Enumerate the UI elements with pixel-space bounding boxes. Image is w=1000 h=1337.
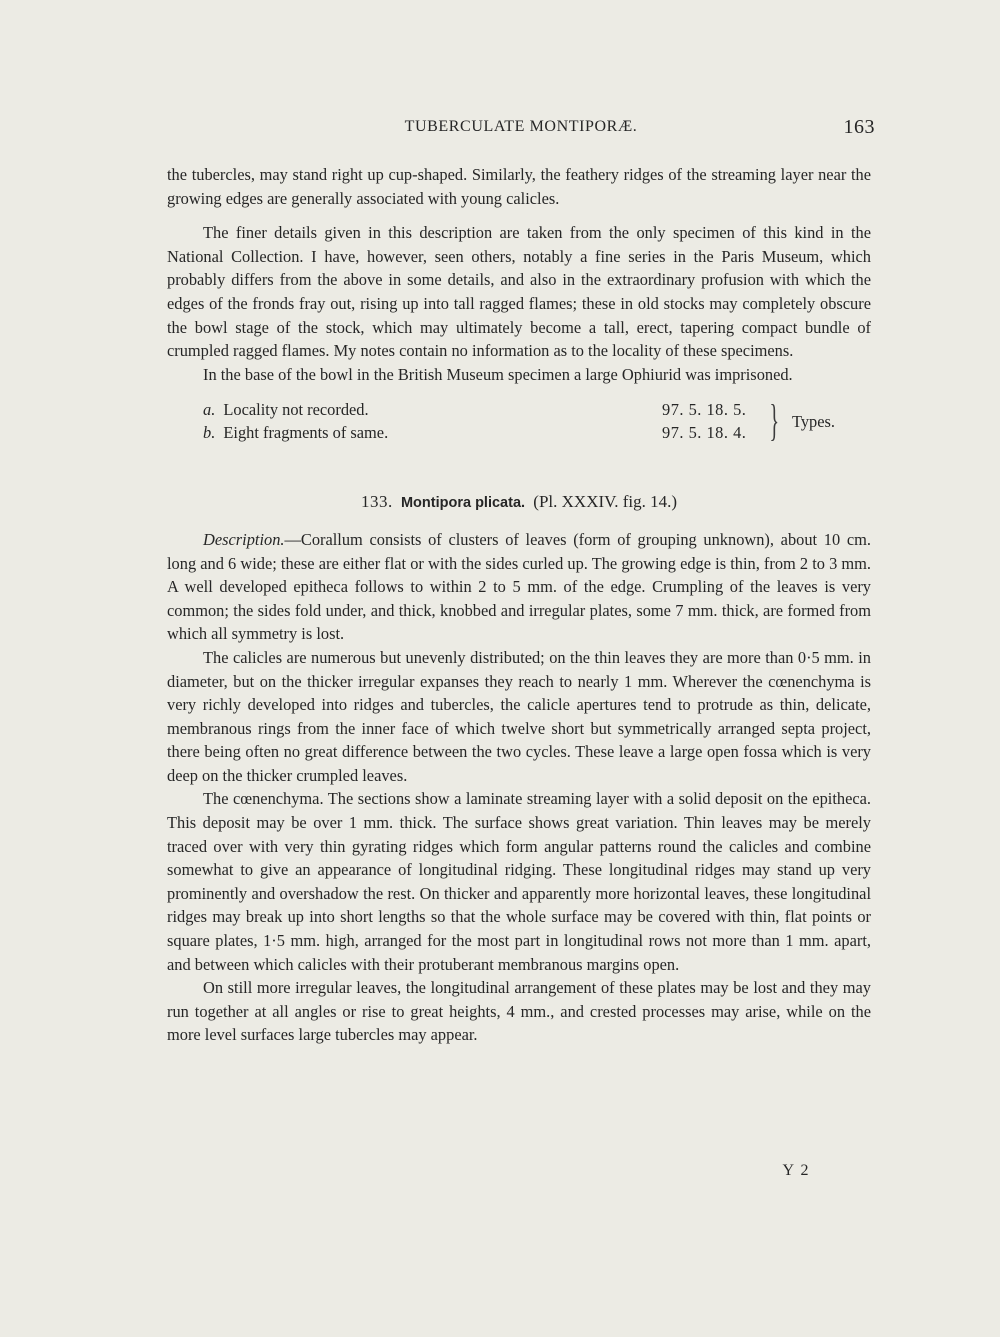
specimen-label [167, 421, 662, 445]
description-paragraph [167, 528, 871, 646]
specimen-text: Locality not recorded. [223, 400, 369, 420]
right-brace-icon: } [769, 396, 780, 446]
paragraph: On still more irregular leaves, the longitudinal arrangement of these plates may be lost and they may run together at all angles or rise to great heights, 4 mm., and crested processes may arise, while on the more level surfaces large tubercles may appear. [167, 978, 871, 1045]
paragraph: the tubercles, may stand right up cup-shaped. Similarly, the feathery ridges of the streaming layer near the growing edges are generally associated with young calicles. [167, 165, 871, 208]
paragraph: The cœnenchyma. The sections show a laminate streaming layer with a solid deposit on the epitheca. This deposit may be over 1 mm. thick. The surface shows great variation. Thin leaves may be merely traced over with very thin gyrating ridges which form angular patterns round the calicles and combine somewhat to give an appearance of longitudinal ridging. These longitudinal ridges may stand up very prominently and overshadow the rest. On thicker and apparently more horizontal leaves, these longitudinal ridges may break up into short lengths so that the whole surface may be covered with thin, flat points or square plates, 1·5 mm. high, arranged for the most part in longitudinal rows not more than 1 mm. apart, and between which calicles with their protuberant membranous margins open. [167, 789, 871, 974]
specimen-register-number: 97. 5. 18. 5. [662, 400, 747, 420]
specimen-row [167, 398, 762, 421]
running-title: TUBERCULATE MONTIPORÆ. [404, 118, 638, 135]
species-name: Montipora plicata. [400, 495, 526, 512]
specimens-note: Types. [792, 411, 836, 431]
plate-reference: (Pl. XXXIV. fig. 14.) [533, 492, 678, 512]
species-heading [167, 490, 871, 516]
species-number: 133. [360, 492, 393, 512]
specimen-text: Eight fragments of same. [223, 423, 389, 443]
paragraph: The calicles are numerous but unevenly distributed; on the thin leaves they are more than 0·5 mm. in diameter, but on the thicker irregular expanses they reach to nearly 1 mm. Wherever the cœnenchyma is very richly developed into ridges and tubercles, the calicle apertures tend to protrude as thin, delicate, membranous rings from the inner face of which twelve short but symmetrically arranged septa project, there being often no great difference between the two cycles. These leave a large open fossa which is very deep on the thicker crumpled leaves. [167, 647, 871, 785]
specimen-register-number: 97. 5. 18. 4. [662, 423, 747, 443]
page-number: 163 [843, 116, 875, 138]
signature-mark: Y 2 [782, 1162, 810, 1179]
description-label: Description. [203, 529, 285, 549]
specimen-letter: a. [203, 400, 216, 420]
body-text [167, 163, 871, 1047]
specimen-rows [167, 398, 762, 444]
description-text: —Corallum consists of clusters of leaves (form of grouping unknown), about 10 cm. long and 6 wide; these are either flat or with the sides curled up. The growing edge is thin, from 2 to 3 mm. A well developed epitheca follows to within 2 to 5 mm. of the edge. Crumpling of the leaves is very common; the sides fold under, and thick, knobbed and irregular plates, some 7 mm. thick, are formed from which all symmetry is lost. [167, 529, 871, 644]
running-head [167, 118, 875, 144]
paragraph: In the base of the bowl in the British Museum specimen a large Ophiurid was imprisoned. [203, 364, 793, 384]
specimen-row [167, 421, 762, 444]
specimen-letter: b. [203, 423, 216, 443]
specimen-group [167, 398, 871, 444]
specimen-label [167, 398, 662, 422]
specimen-list [167, 398, 871, 444]
paragraph: The finer details given in this description are taken from the only specimen of this kind in the National Collection. I have, however, seen others, notably a fine series in the Paris Museum, which probably differs from the above in some details, and also in the extraordinary profusion with which the edges of the fronds fray out, rising up into tall ragged flames; these in old stocks may completely obscure the bowl stage of the stock, which may ultimately become a tall, erect, tapering compact bundle of crumpled ragged flames. My notes contain no information as to the locality of these specimens. [167, 223, 871, 361]
